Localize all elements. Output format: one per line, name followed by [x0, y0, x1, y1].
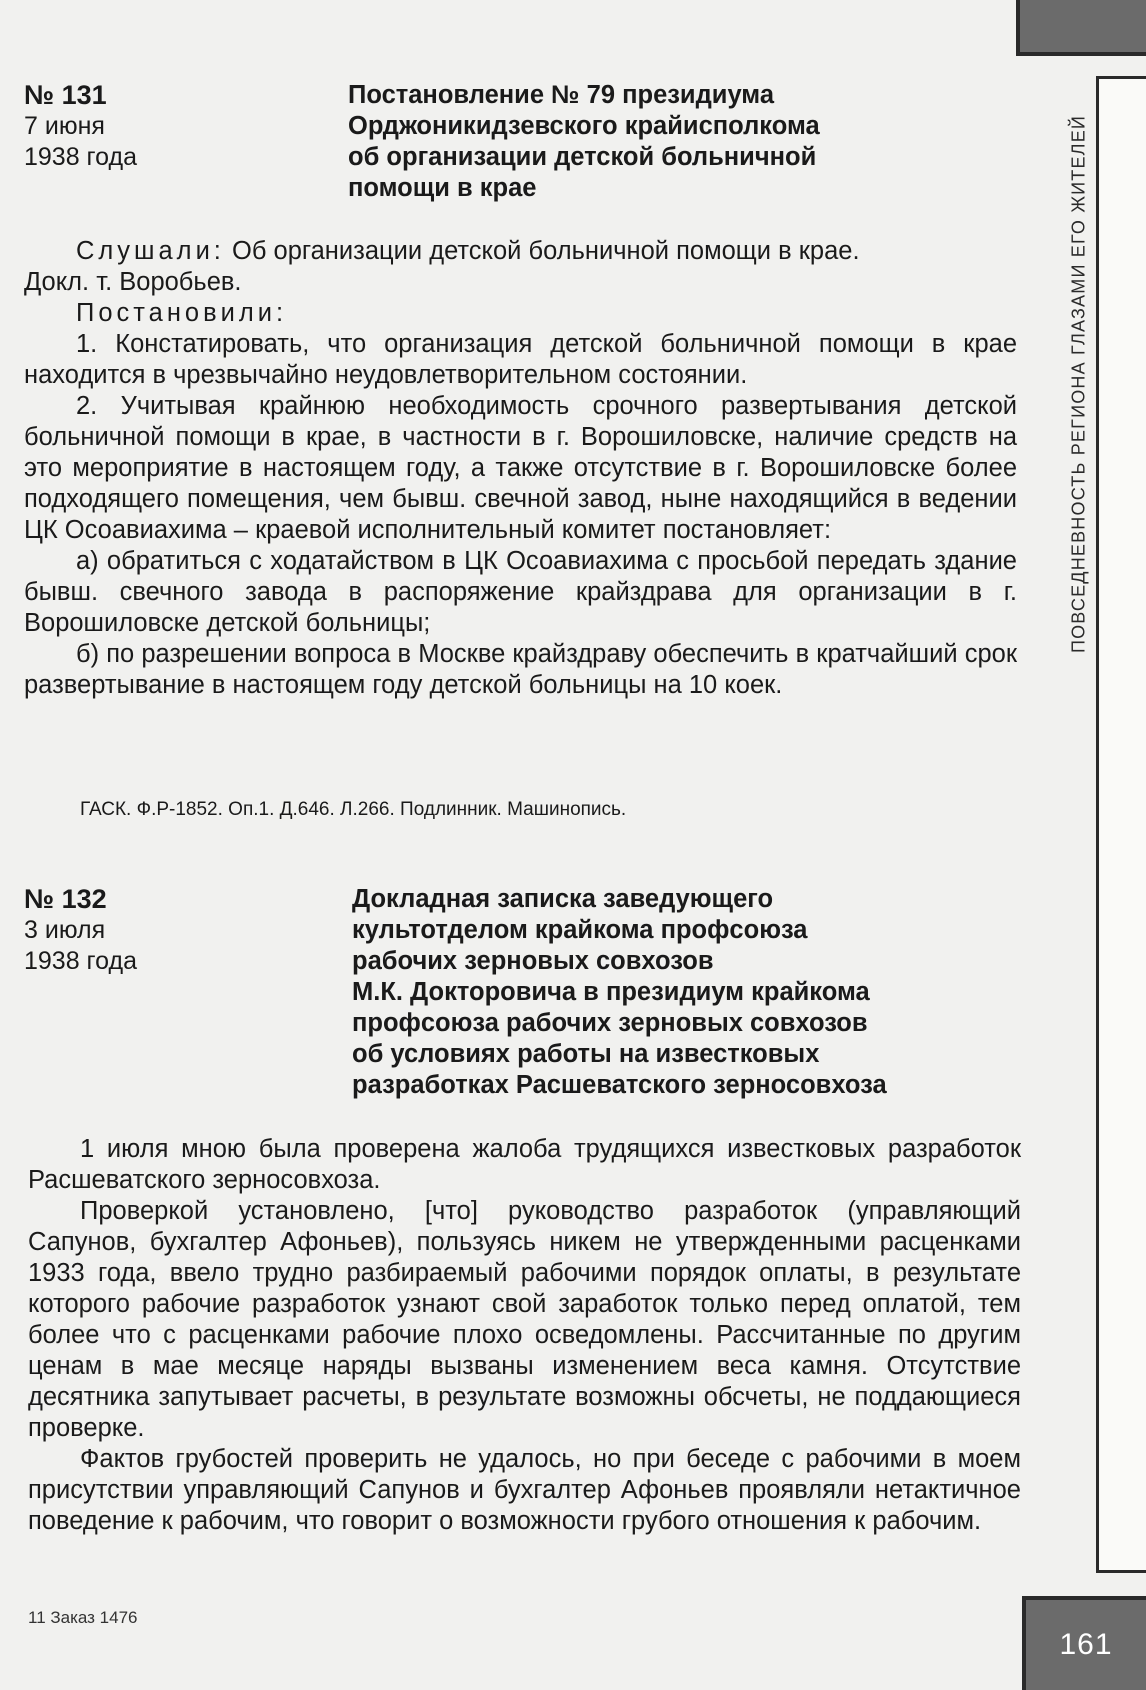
doc-131-meta	[24, 80, 324, 173]
doc-131-heard	[24, 236, 1017, 267]
doc-131-para-a: а) обратиться с ходатайством в ЦК Осоавиахима с просьбой передать здание бывш. свечного завода в распоряжение крайздрава для организации в г. Ворошиловске детской больницы;	[24, 547, 1017, 637]
heard-label: Слушали:	[76, 237, 225, 265]
doc-131-title	[348, 80, 988, 204]
doc-132-title-line: об условиях работы на известковых	[352, 1040, 820, 1068]
doc-132-title-line: культотделом крайкома профсоюза	[352, 916, 808, 944]
print-order-note: 11 Заказ 1476	[28, 1608, 138, 1627]
doc-132-title-line: М.К. Докторовича в президиум крайкома	[352, 978, 870, 1006]
doc-131-number: № 131	[24, 80, 107, 110]
doc-131-title-line: помощи в крае	[348, 174, 537, 202]
doc-132-meta	[24, 884, 324, 977]
doc-131-date-year: 1938 года	[24, 143, 137, 171]
doc-131-title-line: Постановление № 79 президиума	[348, 81, 775, 109]
doc-131-resolved-label	[24, 298, 1017, 329]
heard-text: Об организации детской больничной помощи в крае.	[232, 237, 860, 265]
doc-132-title	[352, 884, 992, 1101]
doc-131-source: ГАСК. Ф.Р-1852. Оп.1. Д.646. Л.266. Подлинник. Машинопись.	[80, 799, 627, 820]
doc-131-para-1: 1. Констатировать, что организация детской больничной помощи в крае находится в чрезвычайно неудовлетворительном состоянии.	[24, 330, 1017, 389]
doc-131-date-day: 7 июня	[24, 112, 105, 140]
doc-132-title-line: профсоюза рабочих зерновых совхозов	[352, 1009, 868, 1037]
doc-131-para-2: 2. Учитывая крайнюю необходимость срочного развертывания детской больничной помощи в крае, в частности в г. Ворошиловске, наличие средств на это мероприятие в настоящем году, а также отсутствие в г. Ворошиловске более подходящего помещения, чем бывш. свечной завод, ныне находящийся в ведении ЦК Осоавиахима – краевой исполнительный комитет постановляет:	[24, 392, 1017, 544]
doc-132-para-2: Проверкой установлено, [что] руководство разработок (управляющий Сапунов, бухгалтер Афоньев), пользуясь никем не утвержденными расценками 1933 года, ввело трудно разбираемый рабочими порядок оплаты, в результате которого рабочие разработок узнают свой заработок только перед оплатой, тем более что с расценками рабочие плохо осведомлены. Рассчитанные по другим ценам в мае месяце наряды вызваны изменением веса камня. Отсутствие десятника запутывает расчеты, в результате возможны обсчеты, не поддающиеся проверке.	[28, 1197, 1021, 1442]
doc-131-body	[24, 236, 1017, 701]
doc-131-title-line: об организации детской больничной	[348, 143, 817, 171]
doc-131-para-b: б) по разрешении вопроса в Москве крайздраву обеспечить в кратчайший срок развертывание в настоящем году детской больницы на 10 коек.	[24, 640, 1017, 699]
doc-132-title-line: Докладная записка заведующего	[352, 885, 774, 913]
doc-131-title-line: Орджоникидзевского крайисполкома	[348, 112, 820, 140]
doc-132-date-year: 1938 года	[24, 947, 137, 975]
doc-132-para-1: 1 июля мною была проверена жалоба трудящихся известковых разработок Расшеватского зерносовхоза.	[28, 1135, 1021, 1194]
doc-132-number: № 132	[24, 884, 107, 914]
side-frame-decoration	[1096, 76, 1146, 1573]
resolved-label: Постановили:	[76, 299, 288, 327]
doc-132-title-line: разработках Расшеватского зерносовхоза	[352, 1071, 887, 1099]
top-tab-decoration	[1016, 0, 1146, 56]
page-number	[1022, 1596, 1146, 1690]
page-number-text: 161	[1059, 1628, 1113, 1661]
doc-132-title-line: рабочих зерновых совхозов	[352, 947, 714, 975]
running-title-text: ПОВСЕДНЕВНОСТЬ РЕГИОНА ГЛАЗАМИ ЕГО ЖИТЕЛЕЙ	[1068, 114, 1089, 654]
doc-132-body	[28, 1134, 1021, 1537]
doc-132-date-day: 3 июля	[24, 916, 106, 944]
doc-131-reporter: Докл. т. Воробьев.	[24, 268, 242, 296]
doc-132-para-3: Фактов грубостей проверить не удалось, но при беседе с рабочими в моем присутствии управляющий Сапунов и бухгалтер Афоньев проявляли нетактичное поведение к рабочим, что говорит о возможности грубого отношения к рабочим.	[28, 1445, 1021, 1535]
running-title-vertical	[1061, 74, 1097, 694]
